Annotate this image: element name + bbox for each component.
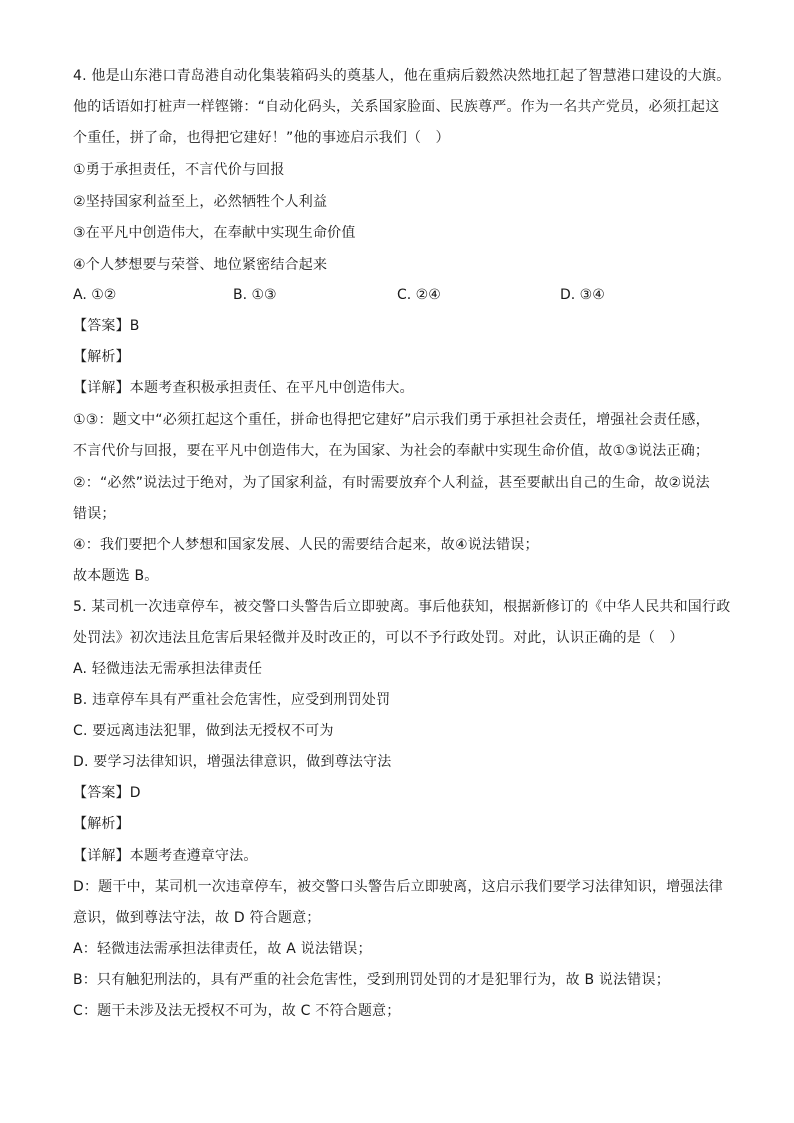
q4-stem-line-1: 4. 他是山东港口青岛港自动化集装箱码头的奠基人，他在重病后毅然决然地扛起了智慧港口建设的大旗。 — [73, 68, 731, 84]
q5-option-b: B. 违章停车具有严重社会危害性，应受到刑罚处罚 — [73, 692, 391, 708]
q4-detail-line-1: 【详解】本题考查积极承担责任、在平凡中创造伟大。 — [73, 380, 414, 396]
q4-option-d: D. ③④ — [560, 287, 605, 303]
q4-answer: 【答案】B — [73, 318, 140, 334]
q5-detail-line-2: D：题干中，某司机一次违章停车，被交警口头警告后立即驶离，这启示我们要学习法律知识，增强法律 — [73, 879, 723, 895]
q5-detail-line-6: C：题干未涉及法无授权不可为，故 C 不符合题意； — [73, 1003, 401, 1019]
q4-option-b: B. ①③ — [233, 287, 277, 303]
q5-option-c: C. 要远离违法犯罪，做到法无授权不可为 — [73, 723, 334, 739]
q4-option-a: A. ①② — [73, 287, 117, 303]
q4-detail-line-2: ①③：题文中“必须扛起这个重任，拼命也得把它建好”启示我们勇于承担社会责任，增强社会责任感， — [73, 412, 710, 428]
q4-analysis-label: 【解析】 — [73, 349, 130, 365]
q4-stem-line-3: 个重任，拼了命，也得把它建好！”他的事迹启示我们（ ） — [73, 130, 450, 146]
q5-option-a: A. 轻微违法无需承担法律责任 — [73, 661, 263, 677]
q5-option-d: D. 要学习法律知识，增强法律意识，做到尊法守法 — [73, 754, 392, 770]
q5-stem-line-1: 5. 某司机一次违章停车，被交警口头警告后立即驶离。事后他获知，根据新修订的《中华人民共和国行政 — [73, 599, 731, 615]
q4-statement-4: ④个人梦想要与荣誉、地位紧密结合起来 — [73, 257, 328, 273]
q5-detail-line-5: B：只有触犯刑法的，具有严重的社会危害性，受到刑罚处罚的才是犯罪行为，故 B 说法错误； — [73, 972, 670, 988]
q5-detail-line-1: 【详解】本题考查遵章守法。 — [73, 848, 258, 864]
q5-stem-line-2: 处罚法》初次违法且危害后果轻微并及时改正的，可以不予行政处罚。对此，认识正确的是（ ） — [73, 630, 684, 646]
q5-analysis-label: 【解析】 — [73, 816, 130, 832]
q4-stem-line-2: 他的话语如打桩声一样铿锵：“自动化码头，关系国家脸面、民族尊严。作为一名共产党员，必须扛起这 — [73, 99, 720, 115]
q4-statement-3: ③在平凡中创造伟大，在奉献中实现生命价值 — [73, 225, 356, 241]
q4-detail-line-5: 错误； — [73, 506, 116, 522]
q4-detail-line-7: 故本题选 B。 — [73, 568, 159, 584]
q4-detail-line-6: ④：我们要把个人梦想和国家发展、人民的需要结合起来，故④说法错误； — [73, 537, 539, 553]
q4-statement-1: ①勇于承担责任，不言代价与回报 — [73, 162, 285, 178]
q5-detail-line-3: 意识，做到尊法守法，故 D 符合题意； — [73, 910, 321, 926]
q4-option-c: C. ②④ — [397, 287, 441, 303]
q5-detail-line-4: A：轻微违法需承担法律责任，故 A 说法错误； — [73, 941, 372, 957]
q4-statement-2: ②坚持国家利益至上，必然牺牲个人利益 — [73, 194, 328, 210]
q4-detail-line-3: 不言代价与回报，要在平凡中创造伟大，在为国家、为社会的奉献中实现生命价值，故①③说法正确； — [73, 443, 710, 459]
q4-detail-line-4: ②：“必然”说法过于绝对，为了国家利益，有时需要放弃个人利益，甚至要献出自己的生命，故②说法 — [73, 475, 710, 491]
q5-answer: 【答案】D — [73, 785, 141, 801]
